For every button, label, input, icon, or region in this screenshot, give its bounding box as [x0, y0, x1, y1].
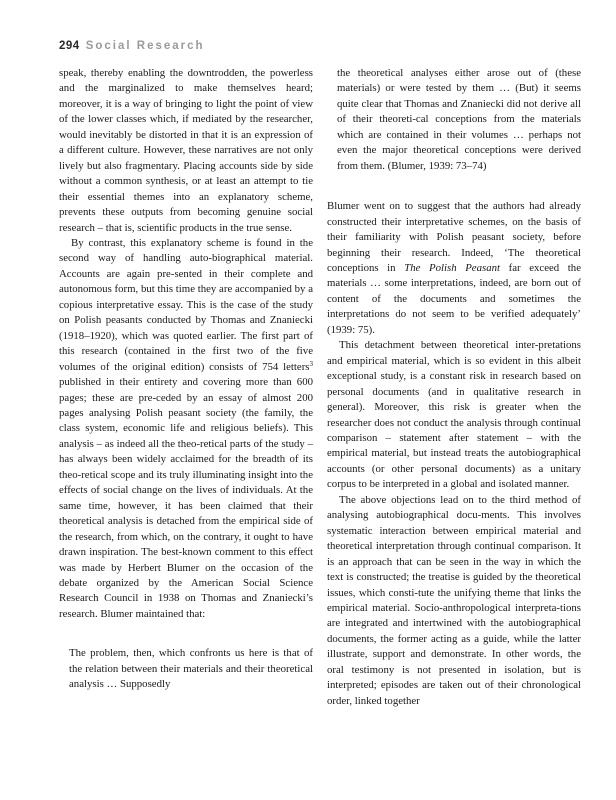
- block-quote-continued: the theoretical analyses either arose out of (these materials) or were tested by them … (But) it seems quite clear that Thomas and Znaniecki did not derive all of their theoreti-cal conceptions from the materials which are contained in their volumes … perhaps not even the major theoretical conceptions were derived from them. (Blumer, 1939: 73–74): [337, 67, 581, 172]
- book-title: The Polish Peasant: [404, 261, 501, 274]
- left-paragraph-2: [59, 236, 313, 622]
- right-column: [327, 66, 581, 709]
- right-paragraph-1-text-b: far exceed the materials … some interpretations, indeed, are born out of content of the documents and sometimes the interpretations do not seem to be verified adequately’ (1939: 75).: [327, 261, 581, 336]
- left-paragraph-1: speak, thereby enabling the downtrodden, the powerless and the marginalized to make themselves heard; moreover, it is a way of bringing to light the point of view of the lower classes which, if mediated by the researcher, would inevitably be distorted in that it is an expression of a different culture. However, these narratives are not only lively but also fragmentary. Placing accounts side by side without a common synthesis, or at least an attempt to tie their essential themes into an explanatory scheme, prevents these outputs from becoming genuine social research – that is, scientific products in the true sense.: [59, 67, 313, 234]
- running-head: [59, 40, 205, 52]
- left-paragraph-2-text-a: By contrast, this explanatory scheme is found in the second way of handling auto-biographical material. Accounts are again pre-sented in their complete and autonomous form, but this time they are accompanied by a copious interpretative essay. This is the case of the study on Polish peasants conducted by Thomas and Znaniecki (1918–1920), which was quoted earlier. The first part of this research (contained in the first two of the five volumes of the original edition) consists of 754 letters: [59, 236, 313, 373]
- page-number: 294: [59, 40, 80, 52]
- right-paragraph-1-text-a: Blumer went on to suggest that the authors had already constructed their interpretative schemes, on the basis of their familiarity with Polish peasant society, before beginning their research. Indeed, ‘The theoretical conceptions in: [327, 200, 581, 274]
- journal-title: Social Research: [85, 40, 205, 52]
- block-quote-start: The problem, then, which confronts us here is that of the relation between their materials and their theoretical analysis … Supposedly: [69, 647, 313, 691]
- footnote-marker: 3: [309, 359, 313, 368]
- left-paragraph-2-text-b: published in their entirety and covering more than 600 pages; these are pre-ceded by an essay of almost 200 pages analysing Polish peasant society (the family, the class system, economic life and religious beliefs). This analysis – as indeed all the theo-retical parts of the study – has always been widely acclaimed for the breadth of its theo-retical scope and its truly illuminating insight into the effects of social change on the lives of individuals. At the same time, however, it has been claimed that their theoretical analysis is detached from the empirical side of the research, from which, on the contrary, it ought to have drawn inspiration. The best-known comment to this effect was made by Herbert Blumer on the occasion of the debate organized by the American Social Science Research Council in 1938 on Thomas and Znaniecki’s research. Blumer maintained that:: [59, 376, 313, 620]
- right-paragraph-1: [327, 199, 581, 338]
- right-paragraph-2: This detachment between theoretical inter-pretations and empirical material, which is so evident in this albeit exceptional study, is a constant risk in research based on personal documents (and in qualitative research in general). Moreover, this risk is greater when the researcher does not conduct the analysis through continual comparison – statement after statement – with the empirical material, but instead treats the autobiographical accounts (or other personal documents) as a unitary corpus to be interpreted in a global and isolated manner.: [327, 339, 581, 491]
- right-paragraph-3: The above objections lead on to the third method of analysing autobiographical docu-ments. This involves systematic interaction between empirical material and theoretical interpretation through continual comparison. It is an approach that can be seen in the way in which the text is constructed; the treatise is guided by the theoretical issues, which consti-tute the unifying theme that links the empirical material. Socio-anthropological interpreta-tions are integrated and intertwined with the autobiographical documents, the former acting as a guide, while the latter illustrate, support and demonstrate. In other words, the oral testimony is not presented in isolation, but is interpreted; episodes are taken out of their chronological order, linked together: [327, 493, 581, 707]
- left-column: [59, 66, 313, 693]
